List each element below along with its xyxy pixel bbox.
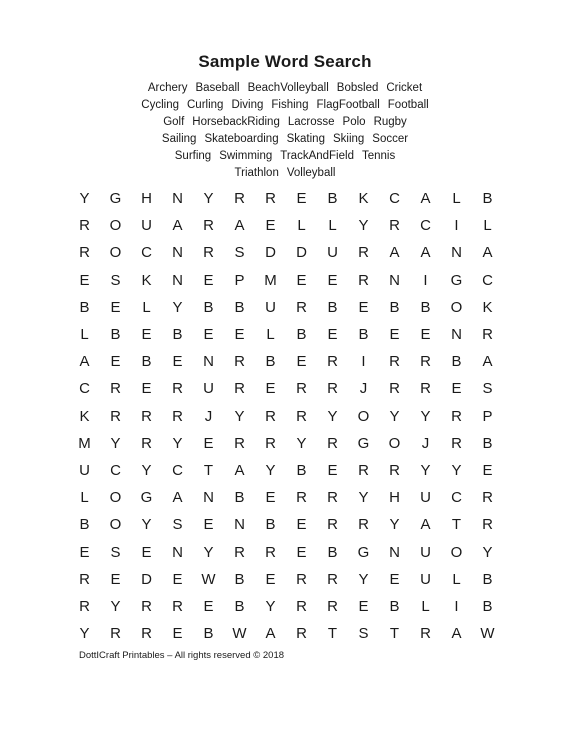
grid-row — [69, 538, 503, 565]
grid-letter: C — [79, 380, 90, 398]
grid-letter: A — [420, 190, 431, 208]
word-list-line — [0, 165, 570, 182]
grid-letter: R — [358, 244, 369, 262]
grid-letter: E — [141, 326, 152, 344]
grid-letter: E — [141, 380, 152, 398]
grid-letter: Y — [79, 190, 90, 208]
grid-letter: N — [389, 543, 400, 561]
grid-letter: C — [389, 190, 400, 208]
grid-letter: B — [482, 570, 493, 588]
grid-letter: I — [423, 271, 428, 289]
grid-row — [69, 511, 503, 538]
grid-letter: O — [357, 407, 370, 425]
grid-letter: A — [420, 244, 431, 262]
grid-letter: H — [389, 489, 400, 507]
grid-letter: B — [358, 326, 369, 344]
grid-letter: B — [234, 489, 245, 507]
word-list-item: Baseball — [195, 82, 240, 94]
page-title: Sample Word Search — [198, 52, 372, 71]
grid-row — [69, 457, 503, 484]
grid-row — [69, 566, 503, 593]
grid-row — [69, 267, 503, 294]
grid-letter: R — [110, 625, 121, 643]
grid-letter: E — [79, 271, 90, 289]
grid-letter: L — [142, 298, 151, 316]
grid-letter: R — [327, 597, 338, 615]
word-list — [0, 80, 570, 182]
grid-letter: R — [296, 298, 307, 316]
grid-letter: B — [296, 461, 307, 479]
grid-letter: L — [452, 570, 461, 588]
word-list-item: Skateboarding — [204, 133, 279, 145]
grid-letter: A — [234, 217, 245, 235]
grid-letter: R — [265, 407, 276, 425]
grid-letter: N — [172, 543, 183, 561]
word-list-item: Bobsled — [336, 82, 379, 94]
grid-letter: L — [328, 217, 337, 235]
grid-letter: L — [421, 597, 430, 615]
grid-letter: D — [141, 570, 152, 588]
word-list-item: Diving — [231, 99, 264, 111]
grid-letter: C — [110, 461, 121, 479]
grid-letter: R — [296, 625, 307, 643]
grid-letter: R — [482, 516, 493, 534]
grid-letter: E — [203, 516, 214, 534]
grid-letter: R — [389, 380, 400, 398]
grid-letter: R — [327, 380, 338, 398]
grid-letter: J — [204, 407, 213, 425]
grid-letter: W — [232, 625, 247, 643]
grid-letter: R — [358, 516, 369, 534]
grid-letter: R — [482, 326, 493, 344]
grid-letter: L — [266, 326, 275, 344]
grid-letter: B — [79, 516, 90, 534]
grid-letter: Y — [110, 434, 121, 452]
grid-letter: T — [451, 516, 462, 534]
grid-letter: R — [358, 461, 369, 479]
grid-letter: Y — [110, 597, 121, 615]
grid-row — [69, 239, 503, 266]
grid-letter: E — [358, 597, 369, 615]
grid-letter: R — [389, 461, 400, 479]
grid-letter: E — [265, 489, 276, 507]
word-list-item: Surfing — [174, 150, 212, 162]
letter-grid — [69, 185, 503, 647]
grid-letter: R — [79, 217, 90, 235]
grid-row — [69, 430, 503, 457]
grid-letter: Y — [358, 570, 369, 588]
grid-letter: R — [265, 543, 276, 561]
grid-letter: G — [140, 489, 153, 507]
word-list-line — [0, 114, 570, 131]
word-list-item: Football — [387, 99, 429, 111]
grid-letter: E — [389, 570, 400, 588]
grid-letter: R — [234, 380, 245, 398]
grid-letter: R — [327, 353, 338, 371]
word-list-item: Swimming — [219, 150, 273, 162]
grid-letter: Y — [482, 543, 493, 561]
grid-letter: N — [172, 190, 183, 208]
grid-letter: B — [110, 326, 121, 344]
grid-letter: B — [141, 353, 152, 371]
grid-letter: K — [482, 298, 493, 316]
grid-letter: O — [109, 516, 122, 534]
word-list-item: Triathlon — [234, 167, 279, 179]
grid-letter: R — [327, 516, 338, 534]
word-list-item: Tennis — [361, 150, 396, 162]
grid-letter: U — [420, 570, 431, 588]
grid-letter: T — [389, 625, 400, 643]
grid-letter: R — [296, 597, 307, 615]
grid-letter: E — [327, 271, 338, 289]
grid-letter: Y — [265, 597, 276, 615]
grid-letter: E — [296, 353, 307, 371]
grid-letter: R — [451, 407, 462, 425]
grid-letter: I — [454, 597, 459, 615]
grid-letter: E — [451, 380, 462, 398]
grid-letter: S — [482, 380, 493, 398]
grid-letter: O — [450, 543, 463, 561]
grid-letter: U — [141, 217, 152, 235]
grid-letter: A — [389, 244, 400, 262]
grid-letter: R — [296, 489, 307, 507]
grid-letter: Y — [389, 516, 400, 534]
grid-letter: E — [482, 461, 493, 479]
word-list-item: Volleyball — [286, 167, 336, 179]
word-list-item: Cycling — [141, 99, 179, 111]
grid-letter: B — [420, 298, 431, 316]
grid-letter: E — [203, 326, 214, 344]
grid-row — [69, 403, 503, 430]
grid-letter: G — [357, 543, 370, 561]
word-list-item: Lacrosse — [287, 116, 335, 128]
grid-letter: C — [420, 217, 431, 235]
grid-letter: B — [234, 298, 245, 316]
grid-letter: B — [482, 597, 493, 615]
grid-letter: B — [389, 597, 400, 615]
word-list-item: BeachVolleyball — [247, 82, 329, 94]
grid-letter: L — [483, 217, 492, 235]
grid-letter: J — [421, 434, 430, 452]
grid-letter: Y — [234, 407, 245, 425]
grid-letter: L — [80, 489, 89, 507]
grid-letter: W — [201, 570, 216, 588]
grid-letter: E — [110, 353, 121, 371]
grid-letter: E — [265, 217, 276, 235]
grid-letter: R — [420, 353, 431, 371]
grid-letter: R — [234, 190, 245, 208]
grid-letter: G — [357, 434, 370, 452]
grid-letter: E — [420, 326, 431, 344]
grid-letter: E — [265, 570, 276, 588]
grid-row — [69, 321, 503, 348]
grid-letter: C — [482, 271, 493, 289]
grid-letter: R — [234, 434, 245, 452]
grid-letter: B — [79, 298, 90, 316]
grid-letter: E — [172, 570, 183, 588]
grid-letter: T — [327, 625, 338, 643]
grid-letter: O — [109, 489, 122, 507]
word-list-item: Polo — [342, 116, 366, 128]
grid-letter: R — [327, 570, 338, 588]
grid-letter: Y — [389, 407, 400, 425]
grid-row — [69, 294, 503, 321]
grid-row — [69, 212, 503, 239]
grid-letter: E — [110, 298, 121, 316]
grid-letter: U — [203, 380, 214, 398]
grid-letter: K — [358, 190, 369, 208]
grid-letter: E — [203, 271, 214, 289]
grid-letter: I — [361, 353, 366, 371]
grid-letter: N — [172, 271, 183, 289]
grid-letter: B — [265, 516, 276, 534]
grid-row — [69, 348, 503, 375]
grid-letter: C — [172, 461, 183, 479]
grid-letter: D — [265, 244, 276, 262]
grid-letter: R — [110, 407, 121, 425]
grid-letter: R — [389, 353, 400, 371]
grid-letter: N — [451, 244, 462, 262]
grid-letter: B — [203, 625, 214, 643]
grid-letter: E — [203, 434, 214, 452]
word-list-line — [0, 148, 570, 165]
grid-letter: B — [482, 190, 493, 208]
word-list-item: Golf — [163, 116, 185, 128]
grid-letter: O — [450, 298, 463, 316]
grid-letter: B — [172, 326, 183, 344]
grid-letter: Y — [203, 190, 214, 208]
grid-letter: S — [110, 543, 121, 561]
grid-letter: A — [172, 217, 183, 235]
grid-letter: S — [172, 516, 183, 534]
grid-letter: O — [109, 244, 122, 262]
grid-letter: M — [78, 434, 91, 452]
grid-letter: S — [234, 244, 245, 262]
grid-letter: Y — [172, 298, 183, 316]
grid-letter: R — [420, 380, 431, 398]
grid-letter: A — [172, 489, 183, 507]
word-list-item: Skating — [286, 133, 325, 145]
grid-letter: E — [172, 353, 183, 371]
word-list-item: Curling — [187, 99, 224, 111]
grid-letter: R — [79, 570, 90, 588]
grid-letter: Y — [141, 516, 152, 534]
grid-letter: E — [234, 326, 245, 344]
grid-letter: Y — [358, 217, 369, 235]
word-list-item: Cricket — [386, 82, 423, 94]
grid-letter: R — [172, 597, 183, 615]
grid-letter: N — [203, 489, 214, 507]
grid-letter: R — [296, 380, 307, 398]
grid-row — [69, 185, 503, 212]
grid-letter: N — [172, 244, 183, 262]
grid-letter: S — [110, 271, 121, 289]
grid-letter: R — [296, 570, 307, 588]
grid-letter: C — [141, 244, 152, 262]
grid-letter: O — [109, 217, 122, 235]
grid-letter: E — [79, 543, 90, 561]
word-list-line — [0, 97, 570, 114]
grid-letter: H — [141, 190, 152, 208]
grid-letter: K — [141, 271, 152, 289]
grid-letter: R — [234, 353, 245, 371]
copyright-footer: DottICraft Printables – All rights reserved © 2018 — [79, 650, 285, 661]
word-list-item: Rugby — [373, 116, 407, 128]
word-list-item: FlagFootball — [316, 99, 380, 111]
grid-letter: B — [203, 298, 214, 316]
grid-letter: A — [482, 244, 493, 262]
grid-letter: N — [451, 326, 462, 344]
grid-letter: R — [265, 190, 276, 208]
grid-letter: U — [265, 298, 276, 316]
grid-letter: Y — [141, 461, 152, 479]
grid-letter: E — [265, 380, 276, 398]
grid-letter: R — [389, 217, 400, 235]
grid-letter: R — [141, 434, 152, 452]
grid-letter: U — [420, 543, 431, 561]
grid-letter: E — [203, 597, 214, 615]
grid-letter: A — [234, 461, 245, 479]
grid-letter: M — [264, 271, 277, 289]
grid-letter: B — [327, 543, 338, 561]
grid-letter: D — [296, 244, 307, 262]
grid-letter: B — [389, 298, 400, 316]
word-list-line — [0, 80, 570, 97]
grid-letter: R — [358, 271, 369, 289]
grid-letter: O — [388, 434, 401, 452]
grid-letter: E — [141, 543, 152, 561]
grid-letter: R — [141, 625, 152, 643]
grid-letter: N — [203, 353, 214, 371]
grid-letter: B — [482, 434, 493, 452]
grid-letter: N — [389, 271, 400, 289]
word-list-item: Soccer — [372, 133, 409, 145]
grid-letter: E — [110, 570, 121, 588]
word-list-item: Sailing — [161, 133, 197, 145]
word-list-line — [0, 131, 570, 148]
grid-letter: Y — [451, 461, 462, 479]
grid-letter: E — [327, 461, 338, 479]
grid-letter: R — [110, 380, 121, 398]
grid-letter: E — [296, 543, 307, 561]
grid-letter: B — [451, 353, 462, 371]
grid-letter: R — [172, 380, 183, 398]
grid-letter: Y — [358, 489, 369, 507]
grid-letter: Y — [265, 461, 276, 479]
grid-letter: R — [234, 543, 245, 561]
grid-letter: L — [80, 326, 89, 344]
grid-row — [69, 375, 503, 402]
grid-letter: R — [420, 625, 431, 643]
grid-letter: W — [480, 625, 495, 643]
grid-letter: R — [482, 489, 493, 507]
grid-letter: A — [265, 625, 276, 643]
grid-letter: R — [327, 489, 338, 507]
grid-letter: L — [297, 217, 306, 235]
grid-letter: U — [420, 489, 431, 507]
grid-letter: R — [203, 244, 214, 262]
grid-letter: B — [327, 298, 338, 316]
grid-letter: P — [234, 271, 245, 289]
grid-letter: R — [141, 597, 152, 615]
grid-letter: A — [420, 516, 431, 534]
grid-letter: Y — [420, 461, 431, 479]
grid-letter: R — [451, 434, 462, 452]
grid-row — [69, 484, 503, 511]
grid-letter: E — [389, 326, 400, 344]
grid-row — [69, 593, 503, 620]
grid-letter: G — [109, 190, 122, 208]
grid-letter: R — [327, 434, 338, 452]
grid-letter: E — [327, 326, 338, 344]
grid-letter: E — [296, 190, 307, 208]
grid-letter: B — [234, 597, 245, 615]
grid-letter: Y — [327, 407, 338, 425]
grid-letter: U — [327, 244, 338, 262]
word-list-item: Archery — [147, 82, 188, 94]
word-list-item: Skiing — [332, 133, 365, 145]
grid-letter: A — [451, 625, 462, 643]
grid-letter: T — [203, 461, 214, 479]
grid-letter: R — [296, 407, 307, 425]
grid-letter: R — [141, 407, 152, 425]
grid-letter: E — [296, 271, 307, 289]
grid-letter: P — [482, 407, 493, 425]
grid-letter: K — [79, 407, 90, 425]
grid-letter: I — [454, 217, 459, 235]
grid-letter: B — [234, 570, 245, 588]
grid-letter: Y — [79, 625, 90, 643]
grid-letter: G — [450, 271, 463, 289]
grid-letter: R — [79, 244, 90, 262]
grid-letter: U — [79, 461, 90, 479]
grid-row — [69, 620, 503, 647]
grid-letter: Y — [420, 407, 431, 425]
grid-letter: A — [79, 353, 90, 371]
word-list-item: Fishing — [271, 99, 309, 111]
grid-letter: R — [203, 217, 214, 235]
grid-letter: Y — [203, 543, 214, 561]
grid-letter: Y — [296, 434, 307, 452]
grid-letter: R — [172, 407, 183, 425]
grid-letter: E — [296, 516, 307, 534]
grid-letter: A — [482, 353, 493, 371]
grid-letter: E — [358, 298, 369, 316]
grid-letter: C — [451, 489, 462, 507]
grid-letter: N — [234, 516, 245, 534]
word-list-item: HorsebackRiding — [192, 116, 280, 128]
grid-letter: E — [172, 625, 183, 643]
grid-letter: B — [296, 326, 307, 344]
grid-letter: L — [452, 190, 461, 208]
word-list-item: TrackAndField — [280, 150, 354, 162]
grid-letter: Y — [172, 434, 183, 452]
grid-letter: B — [327, 190, 338, 208]
grid-letter: R — [79, 597, 90, 615]
grid-letter: J — [359, 380, 368, 398]
grid-letter: B — [265, 353, 276, 371]
grid-letter: R — [265, 434, 276, 452]
grid-letter: S — [358, 625, 369, 643]
